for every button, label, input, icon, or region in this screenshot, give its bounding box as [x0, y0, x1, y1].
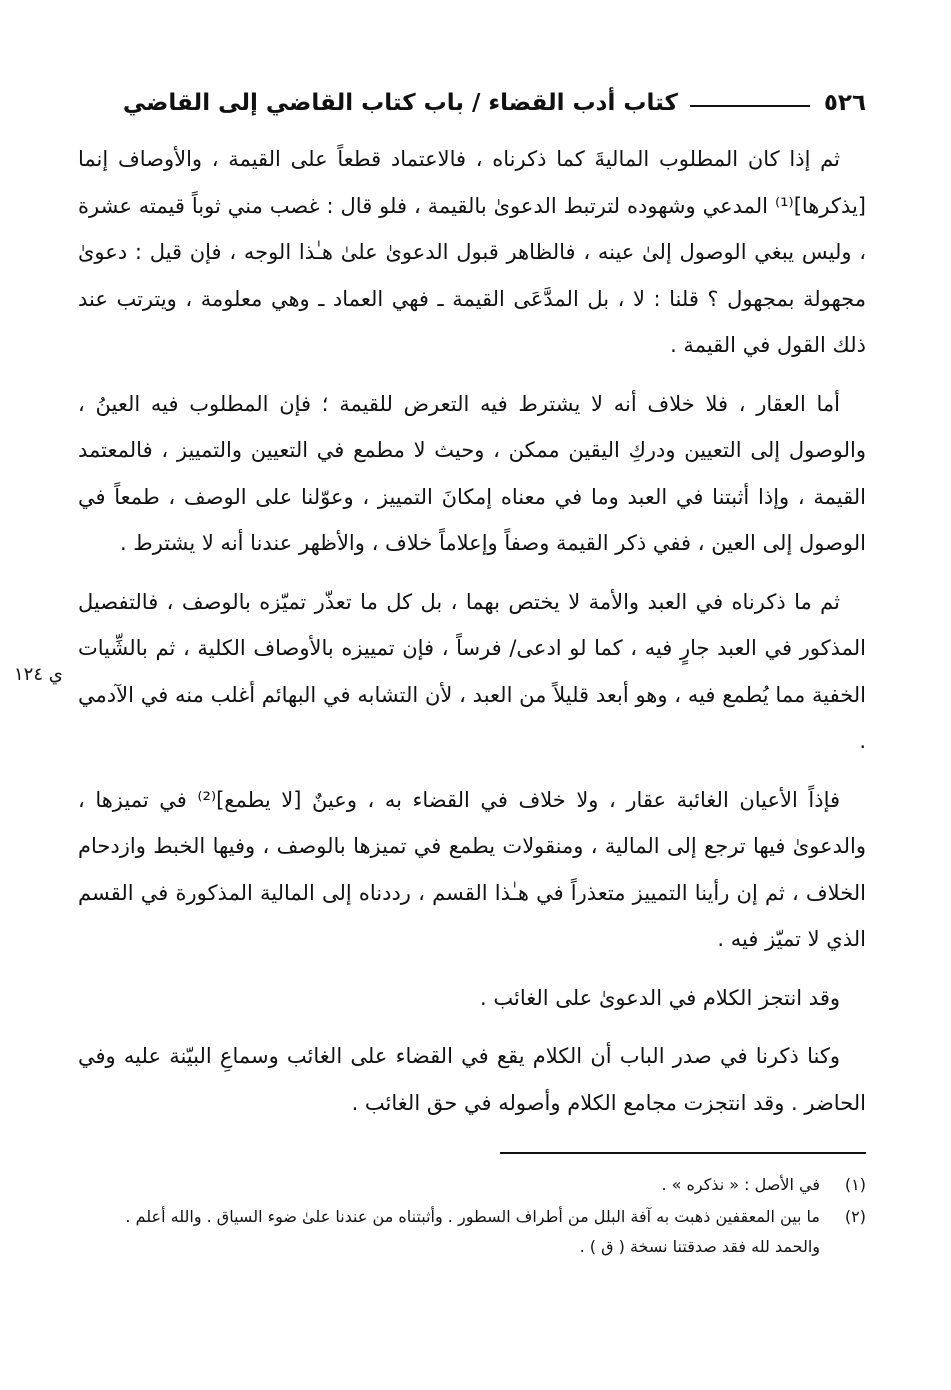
paragraph: ثم ما ذكرناه في العبد والأمة لا يختص بهما ، بل كل ما تعذّر تميّزه بالوصف ، فالتفصيل المذكور في العبد جارٍ فيه ، كما لو ادعى/ فرساً ، فإن تمييزه بالأوصاف الكلية ، ثم بالشِّيات الخفية مما يُطمع فيه ، وهو أبعد قليلاً من العبد ، لأن التشابه في البهائم أغلب منه في الآدمي .	[78, 589, 866, 753]
footnote-separator	[500, 1152, 866, 1154]
footnotes	[78, 1170, 866, 1264]
footnote-number: (١)	[844, 1175, 866, 1194]
footnote	[78, 1170, 866, 1200]
footnote-text: في الأصل : « نذكره » .	[661, 1175, 820, 1194]
paragraph: ثم إذا كان المطلوب الماليةَ كما ذكرناه ، فالاعتماد قطعاً على القيمة ، والأوصاف إنما [يذكرها]⁽¹⁾ المدعي وشهوده لترتبط الدعوىٰ بالقيمة ، فلو قال : غصب مني ثوباً قيمته عشرة ، وليس يبغي الوصول إلىٰ عينه ، فالظاهر قبول الدعوىٰ علىٰ هـٰذا الوجه ، فإن قيل : دعوىٰ مجهولة بمجهول ؟ قلنا : لا ، بل المدَّعَى القيمة ـ فهي العماد ـ وهي معلومة ، ويترتب عند ذلك القول في القيمة .	[78, 147, 866, 357]
footnote	[78, 1202, 866, 1262]
main-text	[78, 136, 866, 1138]
page-number: ٥٢٦	[823, 90, 866, 116]
running-title: كتاب أدب القضاء / باب كتاب القاضي إلى القاضي	[122, 90, 678, 116]
footnote-text: ما بين المعقفين ذهبت به آفة البلل من أطراف السطور . وأثبتناه من عندنا علىٰ ضوء السياق . والله أعلم . والحمد لله فقد صدقتنا نسخة ( ق ) .	[125, 1207, 820, 1256]
header-rule	[690, 105, 810, 107]
paragraph: وكنا ذكرنا في صدر الباب أن الكلام يقع في القضاء على الغائب وسماعِ البيّنة عليه وفي الحاضر . وقد انتجزت مجامع الكلام وأصوله في حق الغائب .	[78, 1044, 866, 1115]
paragraph: فإذاً الأعيان الغائبة عقار ، ولا خلاف في القضاء به ، وعينٌ [لا يطمع]⁽²⁾ في تميزها ، والدعوىٰ فيها ترجع إلى المالية ، ومنقولات يطمع في تميزها بالوصف ، وفيها الخبط وازدحام الخلاف ، ثم إن رأينا التمييز متعذراً في هـٰذا القسم ، رددناه إلى المالية المذكورة في القسم الذي لا تميّز فيه .	[78, 787, 866, 951]
page-header	[78, 78, 866, 128]
paragraph: أما العقار ، فلا خلاف أنه لا يشترط فيه التعرض للقيمة ؛ فإن المطلوب فيه العينُ ، والوصول إلى التعيين ودركِ اليقين ممكن ، وحيث لا مطمع في التعيين والتمييز ، فالمعتمد القيمة ، وإذا أثبتنا في العبد وما في معناه إمكانَ التمييز ، وعوّلنا على الوصف ، طمعاً في الوصول إلى العين ، ففي ذكر القيمة وصفاً وإعلاماً خلاف ، والأظهر عندنا أنه لا يشترط .	[78, 391, 866, 555]
manuscript-folio-marker: ي ١٢٤	[14, 664, 63, 685]
paragraph: وقد انتجز الكلام في الدعوىٰ على الغائب .	[480, 985, 840, 1010]
footnote-number: (٢)	[844, 1207, 866, 1226]
